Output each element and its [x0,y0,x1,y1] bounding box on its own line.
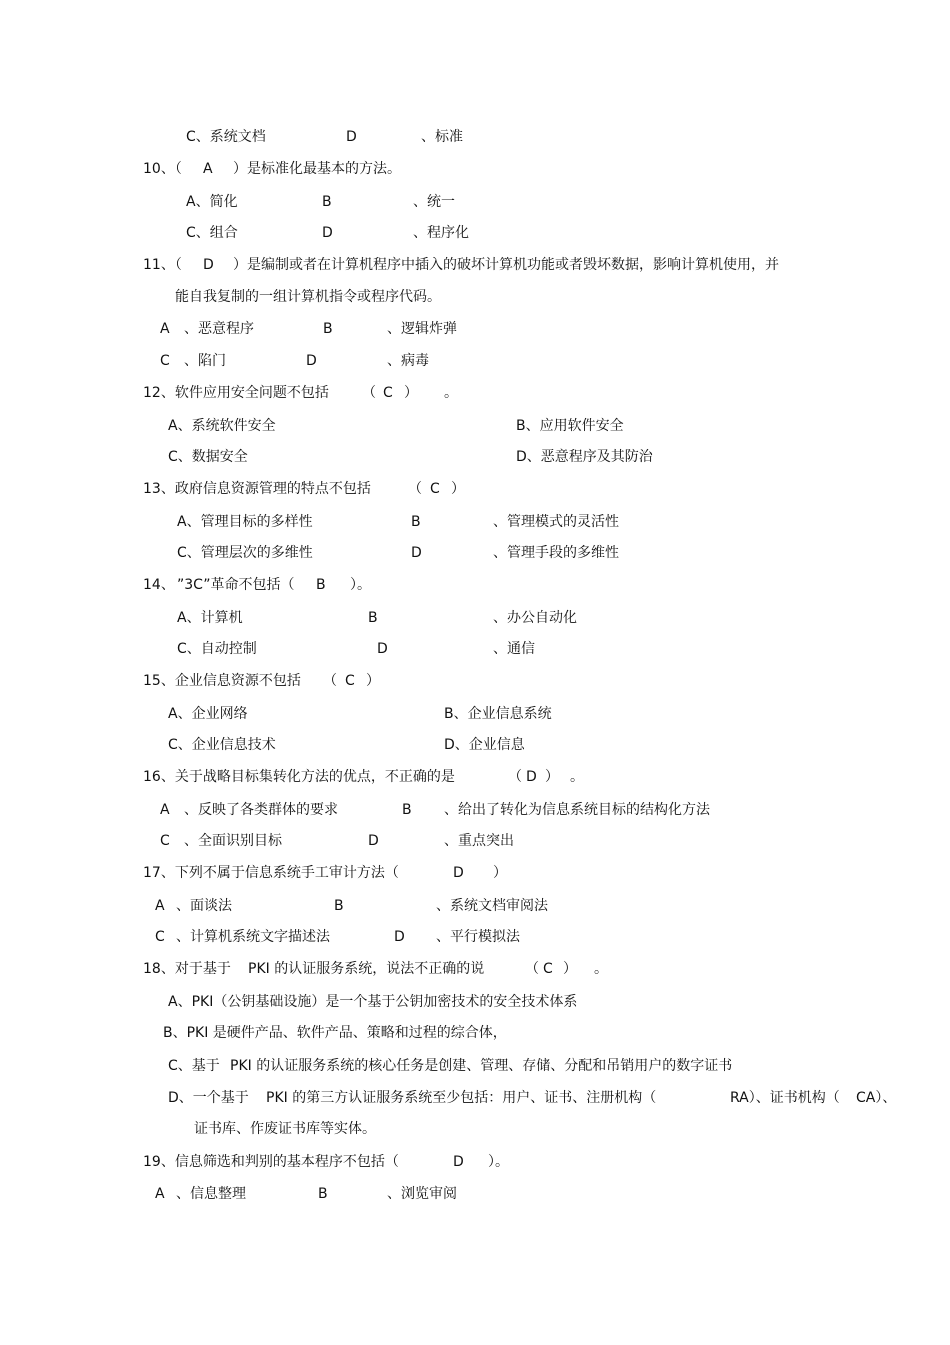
text-run: A、PKI（公钥基础设施）是一个基于公钥加密技术的安全技术体系 [168,994,578,1010]
text-run: A [155,1186,165,1202]
text-run: C、系统文档 [186,129,266,145]
text-run: 、办公自动化 [493,610,577,626]
text-run: ”3C”革命不包括（ [177,577,295,593]
text-run: C、企业信息技术 [168,737,276,753]
text-run: （ [508,769,522,785]
text-run: A [160,321,170,337]
text-run: 14、 [143,577,175,593]
text-run: 、陷门 [184,353,226,369]
text-run: ）。 [488,1154,509,1170]
text-run: 19、信息筛选和判别的基本程序不包括（ [143,1154,399,1170]
text-run: A [155,898,165,914]
text-run: 10、（ [143,161,182,177]
text-run: 、浏览审阅 [387,1186,457,1202]
text-run: C、基于 [168,1058,220,1074]
answer-letter: D [453,1154,464,1170]
text-run: 、计算机系统文字描述法 [176,929,330,945]
text-run: A、企业网络 [168,706,248,722]
answer-letter: D [526,769,537,785]
text-run: 、标准 [421,129,463,145]
answer-letter: D [453,865,464,881]
text-run: A [160,802,170,818]
text-run: PKI 的第三方认证服务系统至少包括：用户、证书、注册机构（ [266,1090,657,1106]
text-run: A、计算机 [177,610,243,626]
text-run: 、反映了各类群体的要求 [184,802,338,818]
text-run: C [160,833,170,849]
text-run: RA）、证书机构（ [730,1090,840,1106]
text-run: ） [366,673,380,689]
text-run: C [155,929,165,945]
text-run: 、程序化 [413,225,469,241]
answer-letter: A [203,161,213,177]
text-run: B [402,802,412,818]
text-run: D、一个基于 [168,1090,249,1106]
text-run: ）是标准化最基本的方法。 [233,161,401,177]
text-run: 、逻辑炸弹 [387,321,457,337]
text-run: 17、下列不属于信息系统手工审计方法（ [143,865,399,881]
text-run: 、面谈法 [176,898,232,914]
text-run: D [394,929,405,945]
text-run: 。 [570,769,584,785]
text-run: A、系统软件安全 [168,418,276,434]
text-run: 、重点突出 [444,833,514,849]
text-run: B [323,321,333,337]
text-run: B [368,610,378,626]
text-run: D [368,833,379,849]
text-run: 11、（ [143,257,182,273]
text-run: B、企业信息系统 [444,706,552,722]
text-run: 12、软件应用安全问题不包括 [143,385,329,401]
answer-letter: C [383,385,393,401]
text-run: CA）、 [856,1090,897,1106]
answer-letter: C [345,673,355,689]
text-run: 、通信 [493,641,535,657]
text-run: C [160,353,170,369]
text-run: D、企业信息 [444,737,525,753]
text-run: 15、企业信息资源不包括 [143,673,301,689]
text-run: C、自动控制 [177,641,257,657]
text-run: 、全面识别目标 [184,833,282,849]
text-run: D [346,129,357,145]
answer-letter: C [430,481,440,497]
text-run: PKI 的认证服务系统的核心任务是创建、管理、存储、分配和吊销用户的数字证书 [230,1058,733,1074]
text-run: B [322,194,332,210]
text-run: D [411,545,422,561]
text-run: C、组合 [186,225,238,241]
text-run: 16、关于战略目标集转化方法的优点，不正确的是 [143,769,455,785]
text-run: 。 [444,385,458,401]
text-run: B、应用软件安全 [516,418,624,434]
text-run: B [334,898,344,914]
answer-letter: B [316,577,326,593]
text-run: PKI 的认证服务系统，说法不正确的说 [248,961,485,977]
text-run: ） [545,769,559,785]
text-run: 证书库、作废证书库等实体。 [194,1121,376,1137]
text-run: 、平行模拟法 [436,929,520,945]
text-run: 、信息整理 [176,1186,246,1202]
text-run: C、管理层次的多维性 [177,545,313,561]
text-run: （ [408,481,422,497]
text-run: （ [323,673,337,689]
text-run: ） [563,961,577,977]
text-run: 。 [594,961,608,977]
text-run: （ [362,385,376,401]
text-run: 13、政府信息资源管理的特点不包括 [143,481,371,497]
text-run: ）。 [350,577,371,593]
text-run: D [322,225,333,241]
text-run: ） [493,865,507,881]
text-run: 、病毒 [387,353,429,369]
text-run: ） [404,385,418,401]
text-run: B、PKI 是硬件产品、软件产品、策略和过程的综合体， [163,1025,507,1041]
text-run: D [377,641,388,657]
text-run: A、管理目标的多样性 [177,514,313,530]
text-run: 、管理模式的灵活性 [493,514,619,530]
text-run: 、管理手段的多维性 [493,545,619,561]
text-run: 、恶意程序 [184,321,254,337]
text-run: ） [451,481,465,497]
text-run: C、数据安全 [168,449,248,465]
text-run: ）是编制或者在计算机程序中插入的破坏计算机功能或者毁坏数据，影响计算机使用，并 [233,257,779,273]
text-run: 、给出了转化为信息系统目标的结构化方法 [444,802,710,818]
text-run: D、恶意程序及其防治 [516,449,653,465]
text-run: B [411,514,421,530]
answer-letter: D [203,257,214,273]
text-run: D [306,353,317,369]
text-run: A、简化 [186,194,238,210]
text-run: B [318,1186,328,1202]
text-run: （ [525,961,539,977]
text-run: 、系统文档审阅法 [436,898,548,914]
text-run: 、统一 [413,194,455,210]
answer-letter: C [543,961,553,977]
text-run: 能自我复制的一组计算机指令或程序代码。 [175,289,441,305]
text-run: 18、对于基于 [143,961,231,977]
